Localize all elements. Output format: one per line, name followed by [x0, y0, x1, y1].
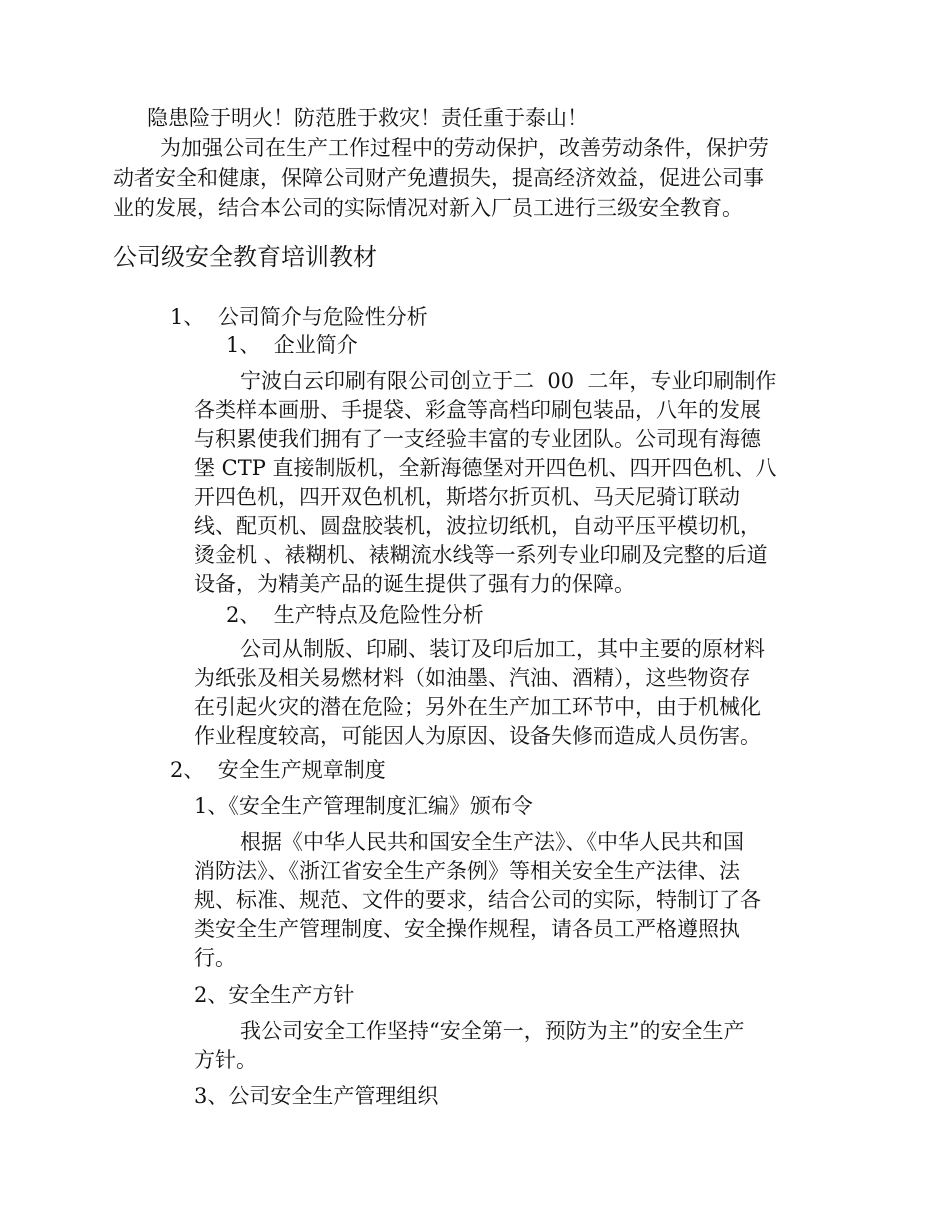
paragraph-line: 规、标准、规范、文件的要求，结合公司的实际，特制订了各: [194, 888, 761, 912]
paragraph-line: 线、配页机、圆盘胶装机，波拉切纸机，自动平压平模切机，: [194, 514, 761, 538]
paragraph-line: 烫金机 、裱糊机、裱糊流水线等一系列专业印刷及完整的后道: [194, 543, 768, 567]
motto-text: 隐患险于明火！防范胜于救灾！责任重于泰山！: [147, 106, 588, 130]
subsection-heading: 2、 生产特点及危险性分析: [226, 603, 484, 627]
paragraph-line: 公司从制版、印刷、装订及印后加工，其中主要的原材料: [240, 637, 765, 661]
paragraph-line: 各类样本画册、手提袋、彩盒等高档印刷包装品，八年的发展: [194, 398, 761, 422]
paragraph-line: 与积累使我们拥有了一支经验丰富的专业团队。公司现有海德: [194, 427, 761, 451]
paragraph-line: 行。: [194, 946, 236, 970]
paragraph-line: 为纸张及相关易燃材料（如油墨、汽油、酒精），这些物资存: [194, 666, 751, 690]
paragraph-line: 堡 CTP 直接制版机，全新海德堡对开四色机、四开四色机、八: [194, 456, 777, 480]
paragraph-line: 根据《中华人民共和国安全生产法》、《中华人民共和国: [240, 830, 744, 854]
paragraph-line: 消防法》、《浙江省安全生产条例》等相关安全生产法律、法: [194, 859, 740, 883]
subsection-heading: 1、《安全生产管理制度汇编》颁布令: [194, 794, 533, 818]
paragraph-line: 方针。: [194, 1048, 257, 1072]
section-heading: 1、 公司简介与危险性分析: [170, 305, 428, 329]
subsection-heading: 2、安全生产方针: [194, 983, 355, 1007]
intro-line: 为加强公司在生产工作过程中的劳动保护，改善劳动条件，保护劳: [160, 136, 769, 160]
subsection-heading: 1、 企业简介: [226, 333, 358, 357]
paragraph-line: 在引起火灾的潜在危险；另外在生产加工环节中，由于机械化: [194, 695, 761, 719]
paragraph-line: 宁波白云印刷有限公司创立于二 00 二年，专业印刷制作: [240, 369, 777, 393]
paragraph-line: 开四色机，四开双色机机，斯塔尔折页机、马天尼骑订联动: [194, 485, 740, 509]
subsection-heading: 3、公司安全生产管理组织: [194, 1084, 439, 1108]
paragraph-line: 作业程度较高，可能因人为原因、设备失修而造成人员伤害。: [194, 724, 761, 748]
paragraph-line: 我公司安全工作坚持“安全第一，预防为主”的安全生产: [240, 1019, 745, 1043]
section-heading: 2、 安全生产规章制度: [170, 758, 386, 782]
document-title: 公司级安全教育培训教材: [113, 243, 377, 271]
paragraph-line: 类安全生产管理制度、安全操作规程，请各员工严格遵照执: [194, 917, 740, 941]
paragraph-line: 设备，为精美产品的诞生提供了强有力的保障。: [194, 572, 635, 596]
intro-line: 动者安全和健康，保障公司财产免遭损失，提高经济效益，促进公司事: [113, 166, 764, 190]
intro-line: 业的发展，结合本公司的实际情况对新入厂员工进行三级安全教育。: [113, 196, 743, 220]
